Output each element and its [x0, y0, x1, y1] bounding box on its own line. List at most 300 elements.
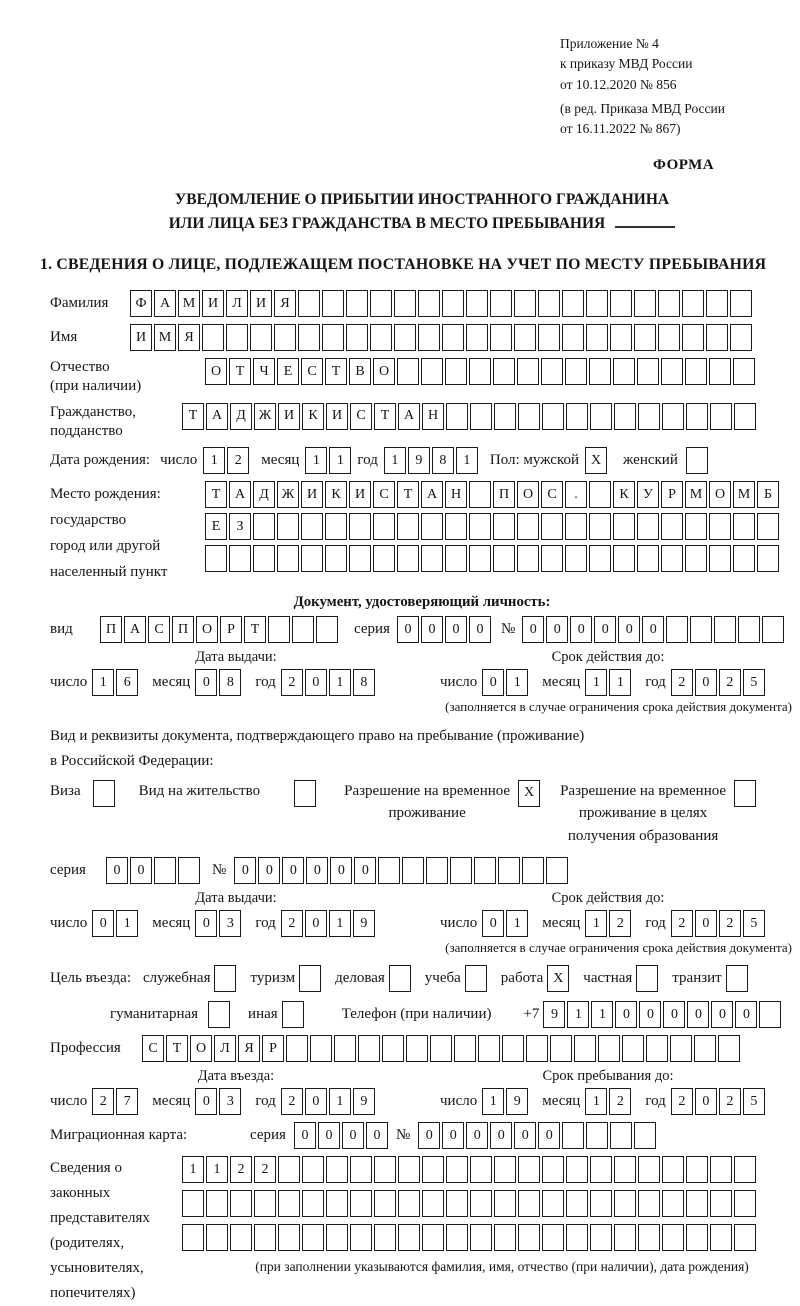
char-cell[interactable]: 0 — [466, 1122, 488, 1149]
char-cell[interactable] — [292, 616, 314, 643]
char-cell[interactable] — [574, 1035, 596, 1062]
char-cell[interactable] — [685, 545, 707, 572]
char-cell[interactable]: 0 — [538, 1122, 560, 1149]
char-cell[interactable]: К — [613, 481, 635, 508]
char-cell[interactable]: 1 — [116, 910, 138, 937]
char-cell[interactable]: 0 — [421, 616, 443, 643]
char-cell[interactable]: Н — [422, 403, 444, 430]
char-cell[interactable]: 2 — [281, 910, 303, 937]
char-cell[interactable]: С — [142, 1035, 164, 1062]
char-cell[interactable] — [374, 1190, 396, 1217]
char-cell[interactable] — [662, 1190, 684, 1217]
char-cell[interactable]: 0 — [234, 857, 256, 884]
char-cell[interactable] — [445, 545, 467, 572]
char-cell[interactable] — [526, 1035, 548, 1062]
char-cell[interactable] — [514, 324, 536, 351]
char-cell[interactable] — [418, 324, 440, 351]
char-cell[interactable] — [469, 513, 491, 540]
char-cell[interactable] — [762, 616, 784, 643]
char-cell[interactable] — [277, 513, 299, 540]
char-cell[interactable] — [426, 857, 448, 884]
char-cell[interactable]: 0 — [195, 910, 217, 937]
char-cell[interactable]: 1 — [384, 447, 406, 474]
char-cell[interactable] — [478, 1035, 500, 1062]
char-cell[interactable] — [302, 1190, 324, 1217]
char-cell[interactable] — [326, 1190, 348, 1217]
char-cell[interactable]: 0 — [514, 1122, 536, 1149]
char-cell[interactable]: С — [350, 403, 372, 430]
char-cell[interactable]: 1 — [609, 669, 631, 696]
char-cell[interactable]: 1 — [203, 447, 225, 474]
char-cell[interactable] — [613, 358, 635, 385]
char-cell[interactable] — [226, 324, 248, 351]
char-cell[interactable] — [614, 1190, 636, 1217]
char-cell[interactable]: 0 — [442, 1122, 464, 1149]
char-cell[interactable]: 1 — [182, 1156, 204, 1183]
char-cell[interactable]: И — [349, 481, 371, 508]
char-cell[interactable] — [565, 545, 587, 572]
char-cell[interactable]: 0 — [318, 1122, 340, 1149]
char-cell[interactable]: К — [302, 403, 324, 430]
char-cell[interactable]: И — [202, 290, 224, 317]
char-cell[interactable]: А — [206, 403, 228, 430]
char-cell[interactable]: Т — [325, 358, 347, 385]
char-cell[interactable]: П — [100, 616, 122, 643]
char-cell[interactable]: Р — [262, 1035, 284, 1062]
char-cell[interactable] — [634, 324, 656, 351]
char-cell[interactable]: 3 — [219, 1088, 241, 1115]
char-cell[interactable] — [637, 545, 659, 572]
char-cell[interactable]: 0 — [445, 616, 467, 643]
char-cell[interactable]: 0 — [695, 669, 717, 696]
char-cell[interactable] — [322, 290, 344, 317]
char-cell[interactable] — [278, 1156, 300, 1183]
char-cell[interactable]: С — [148, 616, 170, 643]
char-cell[interactable]: 0 — [642, 616, 664, 643]
char-cell[interactable]: 0 — [615, 1001, 637, 1028]
char-cell[interactable] — [662, 1224, 684, 1251]
char-cell[interactable] — [446, 1156, 468, 1183]
char-cell[interactable] — [589, 481, 611, 508]
char-cell[interactable] — [334, 1035, 356, 1062]
char-cell[interactable] — [445, 358, 467, 385]
char-cell[interactable]: 0 — [294, 1122, 316, 1149]
char-cell[interactable] — [278, 1190, 300, 1217]
char-cell[interactable]: Т — [166, 1035, 188, 1062]
char-cell[interactable]: М — [178, 290, 200, 317]
char-cell[interactable]: 0 — [418, 1122, 440, 1149]
char-cell[interactable] — [268, 616, 290, 643]
char-cell[interactable]: 1 — [482, 1088, 504, 1115]
char-cell[interactable]: Е — [205, 513, 227, 540]
char-cell[interactable]: 1 — [329, 910, 351, 937]
char-cell[interactable] — [690, 616, 712, 643]
char-cell[interactable]: И — [130, 324, 152, 351]
char-cell[interactable] — [389, 965, 411, 992]
char-cell[interactable]: 9 — [543, 1001, 565, 1028]
char-cell[interactable] — [542, 1190, 564, 1217]
char-cell[interactable] — [370, 324, 392, 351]
char-cell[interactable]: 0 — [618, 616, 640, 643]
char-cell[interactable]: 0 — [366, 1122, 388, 1149]
char-cell[interactable] — [682, 324, 704, 351]
char-cell[interactable]: 2 — [254, 1156, 276, 1183]
char-cell[interactable] — [694, 1035, 716, 1062]
char-cell[interactable]: Д — [230, 403, 252, 430]
char-cell[interactable]: 0 — [354, 857, 376, 884]
char-cell[interactable] — [538, 324, 560, 351]
char-cell[interactable] — [374, 1156, 396, 1183]
char-cell[interactable]: 1 — [329, 669, 351, 696]
char-cell[interactable]: 1 — [456, 447, 478, 474]
char-cell[interactable] — [686, 447, 708, 474]
char-cell[interactable]: М — [733, 481, 755, 508]
char-cell[interactable] — [610, 324, 632, 351]
char-cell[interactable] — [726, 965, 748, 992]
char-cell[interactable] — [406, 1035, 428, 1062]
char-cell[interactable]: 0 — [195, 1088, 217, 1115]
char-cell[interactable]: 0 — [639, 1001, 661, 1028]
char-cell[interactable] — [734, 780, 756, 807]
char-cell[interactable]: О — [709, 481, 731, 508]
char-cell[interactable] — [382, 1035, 404, 1062]
char-cell[interactable]: 0 — [695, 910, 717, 937]
char-cell[interactable] — [350, 1190, 372, 1217]
char-cell[interactable]: Е — [277, 358, 299, 385]
char-cell[interactable] — [469, 545, 491, 572]
char-cell[interactable] — [349, 545, 371, 572]
char-cell[interactable]: 0 — [711, 1001, 733, 1028]
char-cell[interactable]: С — [373, 481, 395, 508]
char-cell[interactable] — [538, 290, 560, 317]
char-cell[interactable]: А — [229, 481, 251, 508]
char-cell[interactable]: 0 — [92, 910, 114, 937]
char-cell[interactable] — [517, 358, 539, 385]
char-cell[interactable]: 0 — [305, 910, 327, 937]
char-cell[interactable] — [541, 358, 563, 385]
char-cell[interactable] — [566, 403, 588, 430]
char-cell[interactable]: 0 — [397, 616, 419, 643]
char-cell[interactable]: Т — [182, 403, 204, 430]
char-cell[interactable] — [734, 1156, 756, 1183]
char-cell[interactable]: Ж — [277, 481, 299, 508]
char-cell[interactable]: И — [278, 403, 300, 430]
char-cell[interactable]: Р — [220, 616, 242, 643]
char-cell[interactable]: 2 — [227, 447, 249, 474]
char-cell[interactable] — [446, 1224, 468, 1251]
char-cell[interactable] — [730, 290, 752, 317]
char-cell[interactable] — [565, 513, 587, 540]
char-cell[interactable] — [714, 616, 736, 643]
char-cell[interactable] — [757, 545, 779, 572]
char-cell[interactable] — [562, 324, 584, 351]
char-cell[interactable] — [493, 358, 515, 385]
char-cell[interactable] — [542, 1224, 564, 1251]
char-cell[interactable] — [710, 1224, 732, 1251]
char-cell[interactable]: С — [541, 481, 563, 508]
char-cell[interactable] — [590, 1156, 612, 1183]
char-cell[interactable] — [493, 545, 515, 572]
char-cell[interactable] — [253, 513, 275, 540]
char-cell[interactable] — [562, 290, 584, 317]
char-cell[interactable]: 5 — [743, 910, 765, 937]
char-cell[interactable] — [590, 1224, 612, 1251]
char-cell[interactable] — [294, 780, 316, 807]
char-cell[interactable] — [658, 324, 680, 351]
char-cell[interactable] — [277, 545, 299, 572]
char-cell[interactable] — [613, 545, 635, 572]
char-cell[interactable] — [394, 324, 416, 351]
char-cell[interactable]: О — [190, 1035, 212, 1062]
char-cell[interactable] — [682, 290, 704, 317]
char-cell[interactable]: 2 — [609, 1088, 631, 1115]
char-cell[interactable] — [490, 324, 512, 351]
char-cell[interactable] — [154, 857, 176, 884]
char-cell[interactable] — [610, 290, 632, 317]
char-cell[interactable] — [446, 1190, 468, 1217]
char-cell[interactable] — [518, 1224, 540, 1251]
char-cell[interactable]: У — [637, 481, 659, 508]
char-cell[interactable]: К — [325, 481, 347, 508]
char-cell[interactable] — [493, 513, 515, 540]
char-cell[interactable]: 0 — [522, 616, 544, 643]
char-cell[interactable] — [670, 1035, 692, 1062]
char-cell[interactable]: 0 — [546, 616, 568, 643]
char-cell[interactable] — [350, 1156, 372, 1183]
char-cell[interactable]: Н — [445, 481, 467, 508]
char-cell[interactable] — [358, 1035, 380, 1062]
char-cell[interactable]: 1 — [591, 1001, 613, 1028]
char-cell[interactable] — [614, 403, 636, 430]
char-cell[interactable]: Я — [238, 1035, 260, 1062]
char-cell[interactable] — [494, 403, 516, 430]
char-cell[interactable] — [638, 1190, 660, 1217]
char-cell[interactable]: 0 — [342, 1122, 364, 1149]
char-cell[interactable] — [205, 545, 227, 572]
char-cell[interactable] — [206, 1224, 228, 1251]
char-cell[interactable]: А — [124, 616, 146, 643]
char-cell[interactable]: 1 — [567, 1001, 589, 1028]
char-cell[interactable] — [522, 857, 544, 884]
char-cell[interactable]: 1 — [506, 910, 528, 937]
char-cell[interactable] — [658, 290, 680, 317]
char-cell[interactable] — [378, 857, 400, 884]
char-cell[interactable]: 0 — [663, 1001, 685, 1028]
char-cell[interactable] — [254, 1190, 276, 1217]
char-cell[interactable] — [502, 1035, 524, 1062]
char-cell[interactable] — [178, 857, 200, 884]
char-cell[interactable] — [346, 290, 368, 317]
char-cell[interactable] — [566, 1156, 588, 1183]
char-cell[interactable] — [253, 545, 275, 572]
char-cell[interactable] — [398, 1190, 420, 1217]
char-cell[interactable]: О — [205, 358, 227, 385]
char-cell[interactable]: Т — [397, 481, 419, 508]
char-cell[interactable] — [614, 1156, 636, 1183]
char-cell[interactable]: 5 — [743, 669, 765, 696]
char-cell[interactable]: 9 — [408, 447, 430, 474]
char-cell[interactable] — [422, 1156, 444, 1183]
char-cell[interactable] — [286, 1035, 308, 1062]
char-cell[interactable]: Т — [229, 358, 251, 385]
char-cell[interactable]: 1 — [329, 447, 351, 474]
char-cell[interactable]: 9 — [506, 1088, 528, 1115]
char-cell[interactable] — [394, 290, 416, 317]
char-cell[interactable] — [636, 965, 658, 992]
char-cell[interactable] — [466, 324, 488, 351]
char-cell[interactable] — [706, 324, 728, 351]
char-cell[interactable]: 8 — [219, 669, 241, 696]
char-cell[interactable] — [637, 513, 659, 540]
char-cell[interactable] — [666, 616, 688, 643]
char-cell[interactable] — [638, 1156, 660, 1183]
char-cell[interactable] — [661, 545, 683, 572]
char-cell[interactable] — [733, 545, 755, 572]
char-cell[interactable] — [274, 324, 296, 351]
char-cell[interactable] — [282, 1001, 304, 1028]
char-cell[interactable] — [610, 1122, 632, 1149]
char-cell[interactable] — [733, 358, 755, 385]
char-cell[interactable] — [418, 290, 440, 317]
char-cell[interactable] — [718, 1035, 740, 1062]
char-cell[interactable]: 0 — [282, 857, 304, 884]
char-cell[interactable] — [622, 1035, 644, 1062]
char-cell[interactable] — [706, 290, 728, 317]
char-cell[interactable] — [662, 403, 684, 430]
char-cell[interactable]: 1 — [585, 1088, 607, 1115]
char-cell[interactable]: Ж — [254, 403, 276, 430]
char-cell[interactable]: 0 — [570, 616, 592, 643]
char-cell[interactable]: 5 — [743, 1088, 765, 1115]
char-cell[interactable]: 0 — [687, 1001, 709, 1028]
char-cell[interactable]: 2 — [719, 1088, 741, 1115]
char-cell[interactable] — [397, 358, 419, 385]
char-cell[interactable] — [494, 1156, 516, 1183]
char-cell[interactable] — [442, 290, 464, 317]
char-cell[interactable]: И — [301, 481, 323, 508]
char-cell[interactable]: 2 — [92, 1088, 114, 1115]
char-cell[interactable] — [298, 290, 320, 317]
char-cell[interactable]: П — [493, 481, 515, 508]
char-cell[interactable]: 0 — [306, 857, 328, 884]
char-cell[interactable] — [298, 324, 320, 351]
char-cell[interactable] — [685, 358, 707, 385]
char-cell[interactable] — [634, 290, 656, 317]
char-cell[interactable] — [661, 513, 683, 540]
char-cell[interactable] — [430, 1035, 452, 1062]
char-cell[interactable] — [494, 1190, 516, 1217]
char-cell[interactable] — [614, 1224, 636, 1251]
char-cell[interactable]: 0 — [695, 1088, 717, 1115]
char-cell[interactable] — [229, 545, 251, 572]
char-cell[interactable] — [469, 358, 491, 385]
char-cell[interactable] — [301, 545, 323, 572]
char-cell[interactable] — [302, 1156, 324, 1183]
char-cell[interactable]: П — [172, 616, 194, 643]
char-cell[interactable] — [254, 1224, 276, 1251]
char-cell[interactable] — [470, 1190, 492, 1217]
char-cell[interactable] — [590, 403, 612, 430]
char-cell[interactable] — [686, 1156, 708, 1183]
char-cell[interactable] — [565, 358, 587, 385]
char-cell[interactable] — [250, 324, 272, 351]
char-cell[interactable]: 0 — [594, 616, 616, 643]
char-cell[interactable] — [454, 1035, 476, 1062]
char-cell[interactable] — [498, 857, 520, 884]
char-cell[interactable] — [686, 403, 708, 430]
char-cell[interactable] — [470, 1224, 492, 1251]
char-cell[interactable]: 0 — [130, 857, 152, 884]
char-cell[interactable] — [541, 545, 563, 572]
char-cell[interactable]: 1 — [305, 447, 327, 474]
char-cell[interactable]: Д — [253, 481, 275, 508]
char-cell[interactable] — [402, 857, 424, 884]
char-cell[interactable] — [326, 1156, 348, 1183]
char-cell[interactable] — [638, 403, 660, 430]
char-cell[interactable] — [206, 1190, 228, 1217]
char-cell[interactable]: Т — [244, 616, 266, 643]
char-cell[interactable] — [733, 513, 755, 540]
char-cell[interactable] — [421, 545, 443, 572]
char-cell[interactable] — [637, 358, 659, 385]
char-cell[interactable]: 0 — [330, 857, 352, 884]
char-cell[interactable] — [661, 358, 683, 385]
char-cell[interactable]: 0 — [490, 1122, 512, 1149]
char-cell[interactable] — [734, 403, 756, 430]
char-cell[interactable]: 6 — [116, 669, 138, 696]
char-cell[interactable]: З — [229, 513, 251, 540]
char-cell[interactable]: О — [517, 481, 539, 508]
char-cell[interactable]: 9 — [353, 910, 375, 937]
char-cell[interactable]: 0 — [106, 857, 128, 884]
char-cell[interactable] — [542, 1156, 564, 1183]
char-cell[interactable] — [662, 1156, 684, 1183]
char-cell[interactable]: А — [154, 290, 176, 317]
char-cell[interactable] — [445, 513, 467, 540]
char-cell[interactable] — [370, 290, 392, 317]
char-cell[interactable] — [518, 1190, 540, 1217]
char-cell[interactable] — [373, 513, 395, 540]
char-cell[interactable] — [397, 513, 419, 540]
char-cell[interactable]: 2 — [719, 910, 741, 937]
char-cell[interactable] — [541, 513, 563, 540]
char-cell[interactable] — [738, 616, 760, 643]
char-cell[interactable] — [214, 965, 236, 992]
char-cell[interactable]: М — [685, 481, 707, 508]
char-cell[interactable] — [182, 1190, 204, 1217]
char-cell[interactable]: 2 — [281, 1088, 303, 1115]
char-cell[interactable] — [465, 965, 487, 992]
char-cell[interactable]: 0 — [735, 1001, 757, 1028]
char-cell[interactable] — [450, 857, 472, 884]
char-cell[interactable] — [301, 513, 323, 540]
char-cell[interactable] — [646, 1035, 668, 1062]
char-cell[interactable]: Ч — [253, 358, 275, 385]
char-cell[interactable] — [589, 545, 611, 572]
char-cell[interactable] — [490, 290, 512, 317]
char-cell[interactable] — [373, 545, 395, 572]
char-cell[interactable] — [469, 481, 491, 508]
char-cell[interactable] — [470, 1156, 492, 1183]
char-cell[interactable] — [398, 1224, 420, 1251]
char-cell[interactable] — [638, 1224, 660, 1251]
char-cell[interactable] — [397, 545, 419, 572]
char-cell[interactable]: 2 — [230, 1156, 252, 1183]
char-cell[interactable] — [542, 403, 564, 430]
char-cell[interactable] — [310, 1035, 332, 1062]
char-cell[interactable] — [230, 1224, 252, 1251]
char-cell[interactable] — [685, 513, 707, 540]
